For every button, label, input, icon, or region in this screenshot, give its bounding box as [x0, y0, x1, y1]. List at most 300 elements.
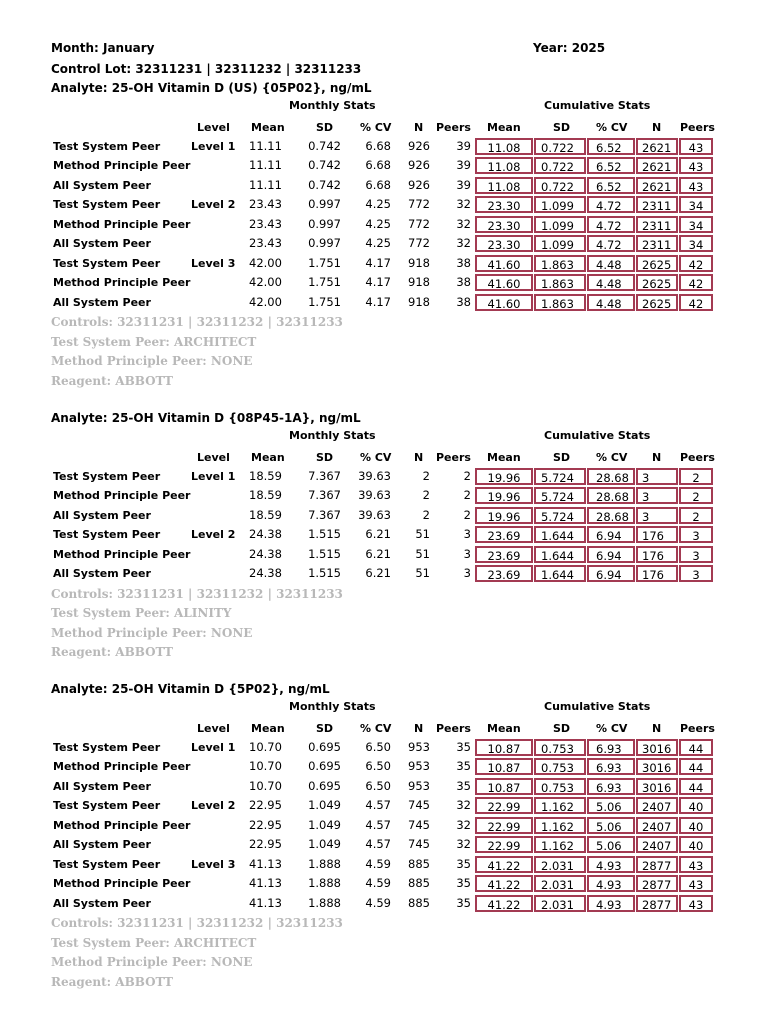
monthly-n: 953 [408, 778, 430, 793]
monthly-sd: 1.515 [308, 527, 341, 542]
cumulative-mean: 41.22 [475, 875, 533, 892]
cumulative-peers: 44 [679, 758, 713, 775]
monthly-peers: 39 [456, 177, 471, 192]
monthly-peers: 35 [456, 778, 471, 793]
monthly-sd: 1.888 [308, 876, 341, 891]
cumulative-sd: 0.722 [534, 138, 586, 155]
monthly-cv: 4.59 [365, 876, 391, 891]
monthly-stats-heading: Monthly Stats [289, 429, 376, 442]
section-note: Method Principle Peer: NONE [51, 955, 253, 970]
cumulative-mean: 23.30 [475, 216, 533, 233]
cumulative-mean: 19.96 [475, 487, 533, 504]
cumulative-cv: 6.52 [587, 138, 635, 155]
monthly-peers: 32 [456, 236, 471, 251]
monthly-cv: 4.57 [365, 798, 391, 813]
cumulative-mean: 23.69 [475, 546, 533, 563]
cumulative-sd: 1.099 [534, 235, 586, 252]
table-row [0, 757, 768, 776]
monthly-cv: 4.59 [365, 895, 391, 910]
section-note: Controls: 32311231 | 32311232 | 32311233 [51, 315, 343, 330]
column-header-cv: % CV [360, 722, 392, 735]
column-header-row [0, 448, 768, 467]
row-level: Level 1 [191, 140, 236, 153]
monthly-mean: 41.13 [249, 895, 282, 910]
section-note: Controls: 32311231 | 32311232 | 32311233 [51, 916, 343, 931]
monthly-peers: 39 [456, 158, 471, 173]
cumulative-sd: 1.644 [534, 565, 586, 582]
column-header-n: N [652, 722, 662, 735]
column-header-mean: Mean [251, 722, 285, 735]
table-row [0, 195, 768, 214]
cumulative-peers: 44 [679, 739, 713, 756]
monthly-cv: 6.68 [365, 139, 391, 153]
cumulative-sd: 5.724 [534, 507, 586, 524]
row-label: All System Peer [53, 896, 151, 910]
cumulative-peers: 2 [679, 468, 713, 485]
cumulative-cv: 6.93 [587, 778, 635, 795]
monthly-n: 926 [408, 139, 430, 153]
cumulative-stats-heading: Cumulative Stats [544, 429, 651, 442]
column-header-level: Level [197, 121, 230, 134]
column-header-mean: Mean [487, 121, 521, 134]
monthly-sd: 1.049 [308, 817, 341, 832]
cumulative-sd: 0.722 [534, 157, 586, 174]
cumulative-sd: 1.162 [534, 836, 586, 853]
row-label: Method Principle Peer [53, 276, 191, 290]
table-row [0, 293, 768, 312]
monthly-mean: 11.11 [249, 177, 282, 192]
section-note: Test System Peer: ARCHITECT [51, 334, 257, 349]
monthly-sd: 1.751 [308, 255, 341, 270]
monthly-sd: 1.515 [308, 566, 341, 581]
monthly-n: 772 [408, 236, 430, 251]
table-row [0, 273, 768, 292]
row-label: Test System Peer [53, 799, 161, 813]
column-header-cv: % CV [360, 451, 392, 464]
cumulative-sd: 0.722 [534, 177, 586, 194]
column-header-row [0, 118, 768, 137]
cumulative-n: 2877 [636, 895, 678, 912]
table-row [0, 137, 768, 156]
cumulative-cv: 6.93 [587, 758, 635, 775]
cumulative-cv: 28.68 [587, 487, 635, 504]
monthly-cv: 4.25 [365, 216, 391, 231]
monthly-sd: 0.997 [308, 236, 341, 251]
table-row [0, 215, 768, 234]
monthly-mean: 23.43 [249, 216, 282, 231]
cumulative-mean: 41.22 [475, 895, 533, 912]
monthly-peers: 2 [463, 469, 471, 483]
cumulative-peers: 34 [679, 196, 713, 213]
cumulative-n: 2621 [636, 157, 678, 174]
cumulative-sd: 0.753 [534, 758, 586, 775]
cumulative-cv: 4.93 [587, 895, 635, 912]
cumulative-n: 176 [636, 565, 678, 582]
cumulative-sd: 1.863 [534, 294, 586, 311]
monthly-cv: 4.17 [365, 294, 391, 309]
cumulative-sd: 5.724 [534, 487, 586, 504]
cumulative-sd: 2.031 [534, 856, 586, 873]
cumulative-mean: 11.08 [475, 138, 533, 155]
monthly-n: 2 [422, 507, 430, 522]
column-header-sd: SD [553, 722, 571, 735]
cumulative-stats-heading: Cumulative Stats [544, 700, 651, 713]
monthly-sd: 0.695 [308, 740, 341, 754]
column-header-n: N [414, 121, 424, 134]
row-level: Level 2 [191, 799, 236, 813]
cumulative-n: 3 [636, 487, 678, 504]
cumulative-sd: 1.863 [534, 274, 586, 291]
section-note: Method Principle Peer: NONE [51, 354, 253, 369]
monthly-peers: 32 [456, 798, 471, 813]
cumulative-cv: 4.72 [587, 196, 635, 213]
monthly-n: 953 [408, 740, 430, 754]
monthly-n: 918 [408, 275, 430, 290]
monthly-sd: 0.997 [308, 216, 341, 231]
monthly-mean: 23.43 [249, 197, 282, 212]
monthly-mean: 10.70 [249, 740, 282, 754]
monthly-peers: 35 [456, 759, 471, 774]
monthly-peers: 35 [456, 876, 471, 891]
section-note: Test System Peer: ALINITY [51, 606, 232, 621]
monthly-peers: 35 [456, 740, 471, 754]
cumulative-peers: 42 [679, 255, 713, 272]
monthly-cv: 39.63 [358, 469, 391, 483]
cumulative-n: 3016 [636, 778, 678, 795]
column-header-peers: Peers [680, 451, 715, 464]
cumulative-peers: 43 [679, 875, 713, 892]
table-row [0, 156, 768, 175]
monthly-sd: 7.367 [308, 507, 341, 522]
row-label: Test System Peer [53, 857, 161, 871]
row-label: Method Principle Peer [53, 489, 191, 503]
table-row [0, 545, 768, 564]
cumulative-n: 2311 [636, 235, 678, 252]
cumulative-peers: 43 [679, 177, 713, 194]
column-header-n: N [652, 121, 662, 134]
row-label: Test System Peer [53, 528, 161, 542]
cumulative-mean: 41.22 [475, 856, 533, 873]
table-row [0, 777, 768, 796]
cumulative-mean: 11.08 [475, 177, 533, 194]
monthly-n: 953 [408, 759, 430, 774]
monthly-cv: 6.50 [365, 778, 391, 793]
column-header-peers: Peers [436, 121, 471, 134]
cumulative-cv: 6.94 [587, 546, 635, 563]
monthly-sd: 0.695 [308, 759, 341, 774]
cumulative-n: 2625 [636, 274, 678, 291]
cumulative-peers: 40 [679, 817, 713, 834]
cumulative-n: 3 [636, 507, 678, 524]
cumulative-n: 2625 [636, 255, 678, 272]
cumulative-sd: 1.162 [534, 797, 586, 814]
monthly-mean: 22.95 [249, 798, 282, 813]
cumulative-peers: 3 [679, 526, 713, 543]
monthly-n: 51 [415, 546, 430, 561]
column-header-level: Level [197, 722, 230, 735]
monthly-sd: 0.742 [308, 139, 341, 153]
cumulative-peers: 43 [679, 138, 713, 155]
column-header-sd: SD [316, 451, 334, 464]
monthly-peers: 39 [456, 139, 471, 153]
cumulative-mean: 23.69 [475, 526, 533, 543]
monthly-n: 926 [408, 158, 430, 173]
monthly-cv: 6.21 [365, 527, 391, 542]
monthly-cv: 6.68 [365, 177, 391, 192]
cumulative-n: 2407 [636, 836, 678, 853]
monthly-mean: 22.95 [249, 837, 282, 852]
monthly-peers: 3 [463, 546, 471, 561]
year-label: Year: 2025 [533, 41, 606, 55]
monthly-mean: 22.95 [249, 817, 282, 832]
row-label: Method Principle Peer [53, 818, 191, 832]
table-row [0, 254, 768, 273]
row-label: Method Principle Peer [53, 760, 191, 774]
analyte-title: Analyte: 25-OH Vitamin D (US) {05P02}, ng/mL [51, 81, 372, 95]
cumulative-cv: 6.52 [587, 157, 635, 174]
column-header-sd: SD [553, 451, 571, 464]
monthly-sd: 1.751 [308, 294, 341, 309]
row-level: Level 2 [191, 528, 236, 542]
monthly-peers: 3 [463, 566, 471, 581]
row-level: Level 3 [191, 857, 236, 871]
row-label: Test System Peer [53, 470, 161, 483]
monthly-sd: 1.888 [308, 856, 341, 871]
cumulative-peers: 2 [679, 487, 713, 504]
cumulative-n: 2407 [636, 797, 678, 814]
column-header-cv: % CV [596, 451, 628, 464]
cumulative-sd: 1.099 [534, 196, 586, 213]
row-label: All System Peer [53, 567, 151, 581]
cumulative-mean: 22.99 [475, 836, 533, 853]
monthly-mean: 23.43 [249, 236, 282, 251]
section-note: Reagent: ABBOTT [51, 974, 173, 989]
row-label: All System Peer [53, 838, 151, 852]
column-header-row [0, 719, 768, 738]
table-row [0, 835, 768, 854]
monthly-mean: 18.59 [249, 507, 282, 522]
monthly-mean: 41.13 [249, 856, 282, 871]
cumulative-mean: 41.60 [475, 255, 533, 272]
monthly-peers: 32 [456, 817, 471, 832]
cumulative-mean: 23.30 [475, 196, 533, 213]
monthly-n: 51 [415, 527, 430, 542]
monthly-mean: 41.13 [249, 876, 282, 891]
cumulative-cv: 4.93 [587, 856, 635, 873]
section-note: Reagent: ABBOTT [51, 373, 173, 388]
cumulative-cv: 4.72 [587, 216, 635, 233]
table-row [0, 234, 768, 253]
monthly-cv: 6.50 [365, 740, 391, 754]
column-header-n: N [414, 451, 424, 464]
cumulative-sd: 1.644 [534, 546, 586, 563]
monthly-cv: 6.68 [365, 158, 391, 173]
monthly-mean: 18.59 [249, 488, 282, 503]
table-row [0, 506, 768, 525]
row-label: All System Peer [53, 779, 151, 793]
column-header-sd: SD [316, 722, 334, 735]
monthly-n: 745 [408, 798, 430, 813]
monthly-mean: 42.00 [249, 294, 282, 309]
monthly-peers: 2 [463, 507, 471, 522]
monthly-peers: 38 [456, 255, 471, 270]
cumulative-sd: 2.031 [534, 875, 586, 892]
column-header-sd: SD [553, 121, 571, 134]
monthly-cv: 4.17 [365, 255, 391, 270]
monthly-sd: 1.888 [308, 895, 341, 910]
cumulative-cv: 6.94 [587, 526, 635, 543]
row-label: All System Peer [53, 295, 151, 309]
cumulative-peers: 2 [679, 507, 713, 524]
monthly-peers: 38 [456, 294, 471, 309]
monthly-peers: 35 [456, 895, 471, 910]
column-header-sd: SD [316, 121, 334, 134]
cumulative-cv: 4.93 [587, 875, 635, 892]
cumulative-mean: 22.99 [475, 817, 533, 834]
cumulative-cv: 6.94 [587, 565, 635, 582]
monthly-peers: 35 [456, 856, 471, 871]
section-note: Test System Peer: ARCHITECT [51, 935, 257, 950]
cumulative-peers: 42 [679, 274, 713, 291]
monthly-n: 918 [408, 294, 430, 309]
cumulative-n: 3 [636, 468, 678, 485]
column-header-mean: Mean [251, 451, 285, 464]
cumulative-peers: 42 [679, 294, 713, 311]
monthly-cv: 6.50 [365, 759, 391, 774]
monthly-cv: 4.17 [365, 275, 391, 290]
cumulative-cv: 5.06 [587, 797, 635, 814]
column-header-level: Level [197, 451, 230, 464]
cumulative-n: 2877 [636, 856, 678, 873]
monthly-n: 885 [408, 895, 430, 910]
monthly-cv: 4.59 [365, 856, 391, 871]
cumulative-sd: 1.644 [534, 526, 586, 543]
control-lot-label: Control Lot: 32311231 | 32311232 | 32311233 [51, 62, 362, 76]
cumulative-sd: 1.162 [534, 817, 586, 834]
cumulative-peers: 3 [679, 565, 713, 582]
monthly-mean: 10.70 [249, 759, 282, 774]
monthly-n: 2 [422, 469, 430, 483]
monthly-peers: 3 [463, 527, 471, 542]
section-note: Controls: 32311231 | 32311232 | 32311233 [51, 586, 343, 601]
cumulative-sd: 1.863 [534, 255, 586, 272]
cumulative-sd: 5.724 [534, 468, 586, 485]
monthly-sd: 1.049 [308, 837, 341, 852]
cumulative-mean: 41.60 [475, 274, 533, 291]
monthly-mean: 42.00 [249, 255, 282, 270]
cumulative-cv: 28.68 [587, 507, 635, 524]
monthly-cv: 39.63 [358, 488, 391, 503]
table-row [0, 874, 768, 893]
column-header-peers: Peers [436, 722, 471, 735]
cumulative-cv: 6.52 [587, 177, 635, 194]
cumulative-cv: 4.48 [587, 255, 635, 272]
monthly-sd: 7.367 [308, 488, 341, 503]
monthly-sd: 1.515 [308, 546, 341, 561]
row-label: All System Peer [53, 237, 151, 251]
cumulative-n: 2407 [636, 817, 678, 834]
table-row [0, 738, 768, 757]
table-row [0, 176, 768, 195]
row-label: Method Principle Peer [53, 877, 191, 891]
cumulative-sd: 0.753 [534, 739, 586, 756]
cumulative-peers: 44 [679, 778, 713, 795]
monthly-cv: 4.25 [365, 197, 391, 212]
row-label: Test System Peer [53, 198, 161, 212]
cumulative-n: 176 [636, 546, 678, 563]
column-header-n: N [414, 722, 424, 735]
table-row [0, 564, 768, 583]
monthly-peers: 2 [463, 488, 471, 503]
cumulative-cv: 4.48 [587, 274, 635, 291]
monthly-sd: 0.695 [308, 778, 341, 793]
cumulative-mean: 19.96 [475, 507, 533, 524]
cumulative-peers: 34 [679, 216, 713, 233]
cumulative-n: 2311 [636, 196, 678, 213]
cumulative-mean: 10.87 [475, 758, 533, 775]
row-label: Method Principle Peer [53, 159, 191, 173]
column-header-mean: Mean [487, 451, 521, 464]
cumulative-n: 2877 [636, 875, 678, 892]
monthly-cv: 4.57 [365, 837, 391, 852]
row-label: Method Principle Peer [53, 217, 191, 231]
row-level: Level 2 [191, 198, 236, 212]
column-header-peers: Peers [680, 121, 715, 134]
monthly-stats-heading: Monthly Stats [289, 700, 376, 713]
table-row [0, 467, 768, 486]
monthly-n: 885 [408, 856, 430, 871]
section-note: Reagent: ABBOTT [51, 645, 173, 660]
monthly-cv: 6.21 [365, 546, 391, 561]
section-note: Method Principle Peer: NONE [51, 625, 253, 640]
cumulative-mean: 23.30 [475, 235, 533, 252]
monthly-n: 926 [408, 177, 430, 192]
cumulative-mean: 23.69 [475, 565, 533, 582]
cumulative-n: 2621 [636, 177, 678, 194]
monthly-n: 745 [408, 817, 430, 832]
table-row [0, 796, 768, 815]
monthly-peers: 32 [456, 197, 471, 212]
cumulative-cv: 5.06 [587, 836, 635, 853]
column-header-mean: Mean [251, 121, 285, 134]
monthly-mean: 10.70 [249, 778, 282, 793]
row-label: Test System Peer [53, 256, 161, 270]
row-label: Method Principle Peer [53, 547, 191, 561]
cumulative-n: 2625 [636, 294, 678, 311]
cumulative-n: 2621 [636, 138, 678, 155]
cumulative-sd: 0.753 [534, 778, 586, 795]
cumulative-n: 3016 [636, 758, 678, 775]
monthly-n: 885 [408, 876, 430, 891]
column-header-cv: % CV [596, 722, 628, 735]
row-level: Level 1 [191, 741, 236, 754]
cumulative-peers: 34 [679, 235, 713, 252]
cumulative-cv: 4.72 [587, 235, 635, 252]
monthly-cv: 4.25 [365, 236, 391, 251]
table-row [0, 525, 768, 544]
column-header-cv: % CV [360, 121, 392, 134]
cumulative-mean: 10.87 [475, 739, 533, 756]
cumulative-n: 176 [636, 526, 678, 543]
monthly-stats-heading: Monthly Stats [289, 99, 376, 112]
monthly-sd: 1.751 [308, 275, 341, 290]
monthly-mean: 24.38 [249, 566, 282, 581]
monthly-sd: 0.997 [308, 197, 341, 212]
cumulative-mean: 22.99 [475, 797, 533, 814]
monthly-n: 51 [415, 566, 430, 581]
cumulative-peers: 3 [679, 546, 713, 563]
cumulative-cv: 5.06 [587, 817, 635, 834]
